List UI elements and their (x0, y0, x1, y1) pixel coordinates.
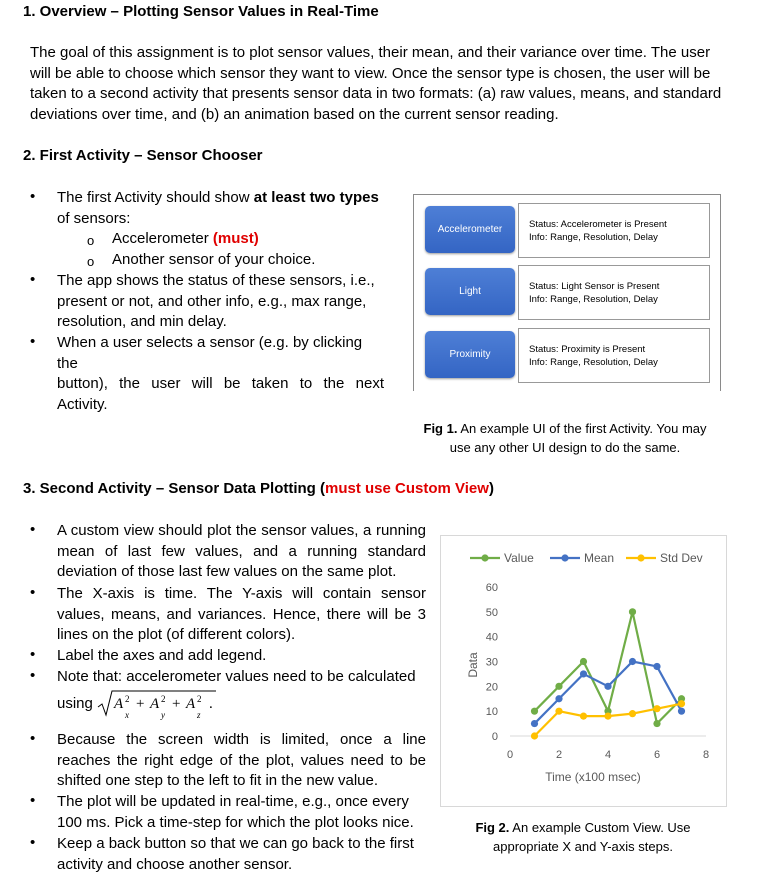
data-point (678, 700, 685, 707)
bullet-text: When a user selects a sensor (e.g. by clicking the button), the user will be taken to the next Activity. (57, 334, 384, 413)
proximity-status: Status: Proximity is Present Info: Range, Resolution, Delay (518, 328, 710, 383)
y-tick-label: 30 (485, 656, 498, 669)
bullet-icon: • (30, 730, 36, 747)
bullet-text: The X-axis is time. The Y-axis will contain sensor values, means, and variances. Hence, there will be 3 lines on the plot (of different colors). (57, 585, 426, 643)
section3-heading: 3. Second Activity – Sensor Data Plotting (must use Custom View) (23, 480, 494, 497)
bullet-icon: • (30, 333, 36, 350)
y-tick-label: 40 (485, 631, 498, 644)
sub-bullet-icon: o (87, 233, 95, 248)
bullet-icon: • (30, 271, 36, 288)
bullet-icon: • (30, 188, 36, 205)
fig1-caption: Fig 1. An example UI of the first Activity. You may use any other UI design to do the same. (423, 421, 707, 455)
bullet-icon: • (30, 792, 36, 809)
para-line: will be able to choose which sensor they want to view. Once the sensor type is chosen, the user will be (30, 64, 711, 82)
legend-marker (481, 554, 488, 561)
section2-heading: 2. First Activity – Sensor Chooser (23, 147, 263, 164)
x-axis-label: Time (x100 msec) (545, 770, 641, 784)
svg-text:A: A (186, 696, 196, 712)
bullet-text: Note that: accelerometer values need to be calculated (57, 668, 416, 685)
y-tick-label: 10 (485, 706, 498, 719)
data-point (555, 708, 562, 715)
bullet-icon: • (30, 667, 36, 684)
x-tick-label: 8 (702, 749, 710, 761)
svg-text:z: z (197, 710, 201, 720)
data-point (604, 713, 611, 720)
section1-heading: 1. Overview – Plotting Sensor Values in Real-Time (23, 3, 379, 20)
fig2-caption: Fig 2. An example Custom View. Use appropriate X and Y-axis steps. (475, 820, 691, 854)
x-tick-label: 0 (506, 749, 514, 761)
svg-text:.: . (209, 696, 213, 712)
bullet-text: The app shows the status of these sensors, i.e., present or not, and other info, e.g., max range, resolution, and min delay. (57, 272, 375, 330)
svg-text:+: + (136, 696, 145, 712)
para-line: taken to a second activity that presents sensor data in two formats: (a) raw values, means, and standard (30, 85, 722, 102)
svg-text:2: 2 (197, 694, 202, 704)
data-point (580, 713, 587, 720)
y-tick-label: 0 (491, 731, 498, 743)
legend-marker (637, 554, 644, 561)
data-point (678, 708, 685, 715)
bullet-text: Keep a back button so that we can go back to the first activity and choose another sensor. (57, 835, 414, 873)
bullet-icon: • (30, 834, 36, 851)
svg-text:2: 2 (125, 694, 130, 704)
sub-bullet-text: Accelerometer (must) (112, 230, 259, 247)
data-point (580, 670, 587, 677)
bullet-text: Because the screen width is limited, once a line reaches the right edge of the plot, values need to be shifted one step to the left to fit in the new value. (57, 731, 426, 789)
data-point (653, 705, 660, 712)
magnitude-formula (96, 687, 226, 723)
bullet-text: The first Activity should show at least two types of sensors: (57, 189, 379, 227)
bullet-icon: • (30, 646, 36, 663)
data-point (555, 695, 562, 702)
data-point (629, 658, 636, 665)
data-point (531, 732, 538, 739)
legend-label: Std Dev (660, 551, 703, 565)
y-tick-label: 20 (485, 681, 498, 694)
data-point (531, 708, 538, 715)
svg-text:x: x (125, 710, 129, 720)
data-point (604, 683, 611, 690)
section1-paragraph (30, 43, 730, 125)
svg-text:A: A (150, 696, 160, 712)
light-status: Status: Light Sensor is Present Info: Range, Resolution, Delay (518, 265, 710, 320)
data-point (629, 608, 636, 615)
para-line: deviations over time, and (b) an animation based on the current sensor reading. (30, 105, 559, 123)
y-tick-label: 60 (485, 582, 498, 594)
accelerometer-status: Status: Accelerometer is Present Info: Range, Resolution, Delay (518, 203, 710, 258)
svg-text:y: y (161, 710, 165, 720)
data-point (531, 720, 538, 727)
para-line: The goal of this assignment is to plot sensor values, their mean, and their variance over time. The user (30, 44, 711, 61)
svg-text:A: A (114, 696, 124, 712)
data-point (653, 720, 660, 727)
data-point (653, 663, 660, 670)
formula-line: using (57, 695, 93, 712)
bullet-icon: • (30, 584, 36, 601)
x-tick-label: 2 (555, 749, 563, 761)
y-tick-label: 50 (485, 606, 498, 619)
svg-text:+: + (172, 696, 181, 712)
legend-label: Mean (584, 551, 615, 565)
accelerometer-button[interactable]: Accelerometer (425, 206, 515, 253)
bullet-text: The plot will be updated in real-time, e.g., once every 100 ms. Pick a time-step for which the plot looks nice. (57, 793, 414, 831)
legend-marker (561, 554, 568, 561)
y-axis-label: Data (466, 652, 480, 678)
proximity-button[interactable]: Proximity (425, 331, 515, 378)
data-point (555, 683, 562, 690)
data-point (629, 710, 636, 717)
bullet-text: Label the axes and add legend. (57, 647, 267, 664)
svg-text:2: 2 (161, 694, 166, 704)
sub-bullet-text: Another sensor of your choice. (112, 251, 316, 268)
sensor-chart (440, 535, 725, 805)
light-button[interactable]: Light (425, 268, 515, 315)
sub-bullet-icon: o (87, 254, 95, 269)
bullet-text: A custom view should plot the sensor values, a running mean of last few values, and a running standard deviation of those last few values on the same plot. (57, 522, 426, 580)
bullet-icon: • (30, 521, 36, 538)
x-tick-label: 4 (604, 749, 612, 761)
data-point (580, 658, 587, 665)
legend-label: Value (504, 551, 534, 565)
x-tick-label: 6 (653, 749, 661, 761)
